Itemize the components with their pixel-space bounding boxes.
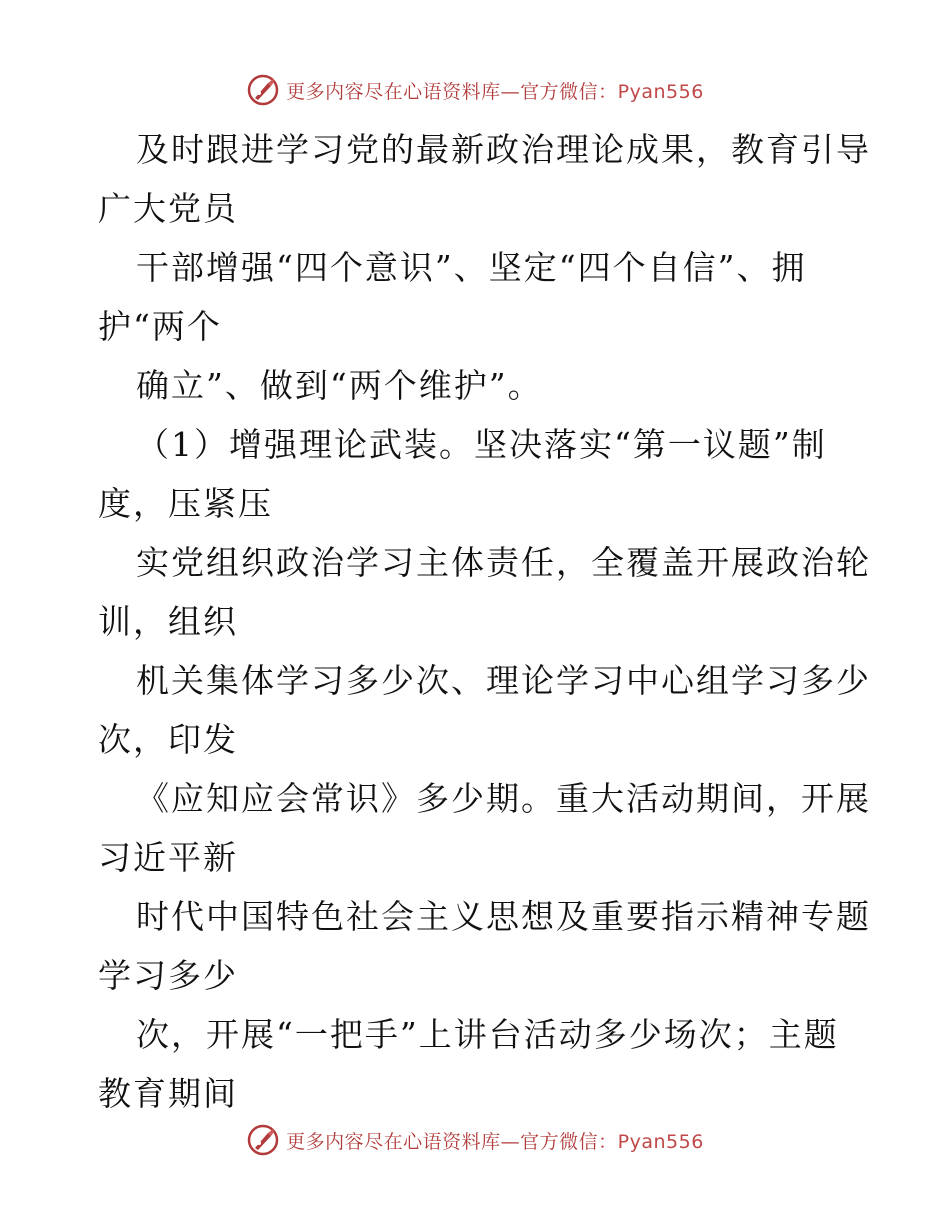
document-body bbox=[98, 120, 871, 1123]
text-line: 时代中国特色社会主义思想及重要指示精神专题 bbox=[136, 897, 871, 936]
text-line: 《应知应会常识》多少期。重大活动期间，开展 bbox=[136, 779, 871, 818]
text-line: 广大党员 bbox=[98, 189, 238, 228]
watermark-contact: Pyan556 bbox=[617, 80, 704, 103]
header-watermark bbox=[0, 70, 950, 110]
watermark-text: 更多内容尽在心语资料库—官方微信：Pyan556 bbox=[286, 80, 704, 103]
text-line: （1）增强理论武装。坚决落实“第一议题”制 bbox=[136, 425, 827, 464]
watermark-text: 更多内容尽在心语资料库—官方微信：Pyan556 bbox=[286, 1130, 704, 1153]
text-line: 实党组织政治学习主体责任，全覆盖开展政治轮 bbox=[136, 543, 871, 582]
text-line: 护“两个 bbox=[98, 307, 222, 346]
text-line: 及时跟进学习党的最新政治理论成果，教育引导 bbox=[136, 130, 871, 169]
quill-pen-logo-icon bbox=[246, 73, 280, 107]
text-line: 训，组织 bbox=[98, 602, 238, 641]
text-line: 学习多少 bbox=[98, 956, 238, 995]
text-line: 度，压紧压 bbox=[98, 484, 273, 523]
text-line: 确立”、做到“两个维护”。 bbox=[136, 366, 543, 405]
watermark-contact: Pyan556 bbox=[617, 1130, 704, 1153]
text-line: 习近平新 bbox=[98, 838, 238, 877]
footer-watermark bbox=[0, 1120, 950, 1160]
text-line: 机关集体学习多少次、理论学习中心组学习多少 bbox=[136, 661, 871, 700]
text-line: 次，开展“一把手”上讲台活动多少场次；主题 bbox=[136, 1015, 839, 1054]
quill-pen-logo-icon bbox=[246, 1123, 280, 1157]
text-line: 教育期间 bbox=[98, 1074, 238, 1113]
text-line: 次，印发 bbox=[98, 720, 238, 759]
text-line: 干部增强“四个意识”、坚定“四个自信”、拥 bbox=[136, 248, 807, 287]
